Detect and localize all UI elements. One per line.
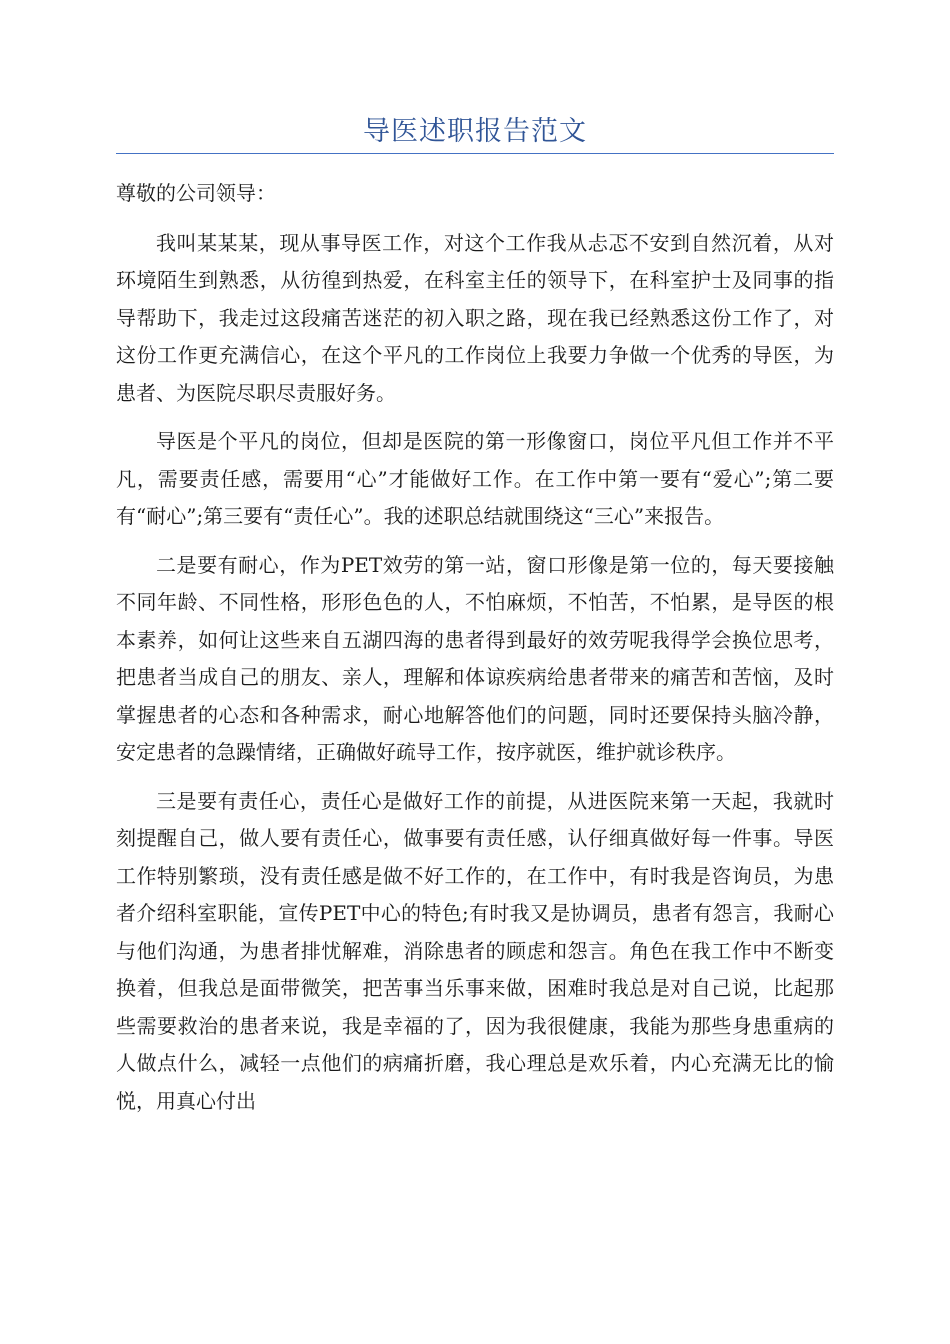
- paragraph-3: 二是要有耐心，作为PET效劳的第一站，窗口形像是第一位的，每天要接触不同年龄、不同性格，形形色色的人，不怕麻烦，不怕苦，不怕累，是导医的根本素养，如何让这些来自五湖四海的患者得到最好的效劳呢我得学会换位思考，把患者当成自己的朋友、亲人，理解和体谅疾病给患者带来的痛苦和苦恼，及时掌握患者的心态和各种需求，耐心地解答他们的问题，同时还要保持头脑冷静，安定患者的急躁情绪，正确做好疏导工作，按序就医，维护就诊秩序。: [116, 552, 834, 764]
- title-underline: [116, 153, 834, 154]
- paragraph-1: 我叫某某某，现从事导医工作，对这个工作我从忐忑不安到自然沉着，从对环境陌生到熟悉，从彷徨到热爱，在科室主任的领导下，在科室护士及同事的指导帮助下，我走过这段痛苦迷茫的初入职之路，现在我已经熟悉这份工作了，对这份工作更充满信心，在这个平凡的工作岗位上我要力争做一个优秀的导医，为患者、为医院尽职尽责服好务。: [116, 230, 834, 405]
- salutation: 尊敬的公司领导：: [116, 181, 276, 205]
- paragraph-4: 三是要有责任心，责任心是做好工作的前提，从进医院来第一天起，我就时刻提醒自己，做人要有责任心，做事要有责任感，认仔细真做好每一件事。导医工作特别繁琐，没有责任感是做不好工作的，在工作中，有时我是咨询员，为患者介绍科室职能，宣传PET中心的特色;有时我又是协调员，患者有怨言，我耐心与他们沟通，为患者排忧解难，消除患者的顾虑和怨言。角色在我工作中不断变换着，但我总是面带微笑，把苦事当乐事来做，困难时我总是对自己说，比起那些需要救治的患者来说，我是幸福的了，因为我很健康，我能为那些身患重病的人做点什么，减轻一点他们的病痛折磨，我心理总是欢乐着，内心充满无比的愉悦，用真心付出: [116, 788, 834, 1113]
- document-body: [116, 175, 834, 1131]
- paragraph-2: 导医是个平凡的岗位，但却是医院的第一形像窗口，岗位平凡但工作并不平凡，需要责任感，需要用“心”才能做好工作。在工作中第一要有“爱心”;第二要有“耐心”;第三要有“责任心”。我的述职总结就围绕这“三心”来报告。: [116, 429, 834, 528]
- document-title: 导医述职报告范文: [363, 116, 587, 147]
